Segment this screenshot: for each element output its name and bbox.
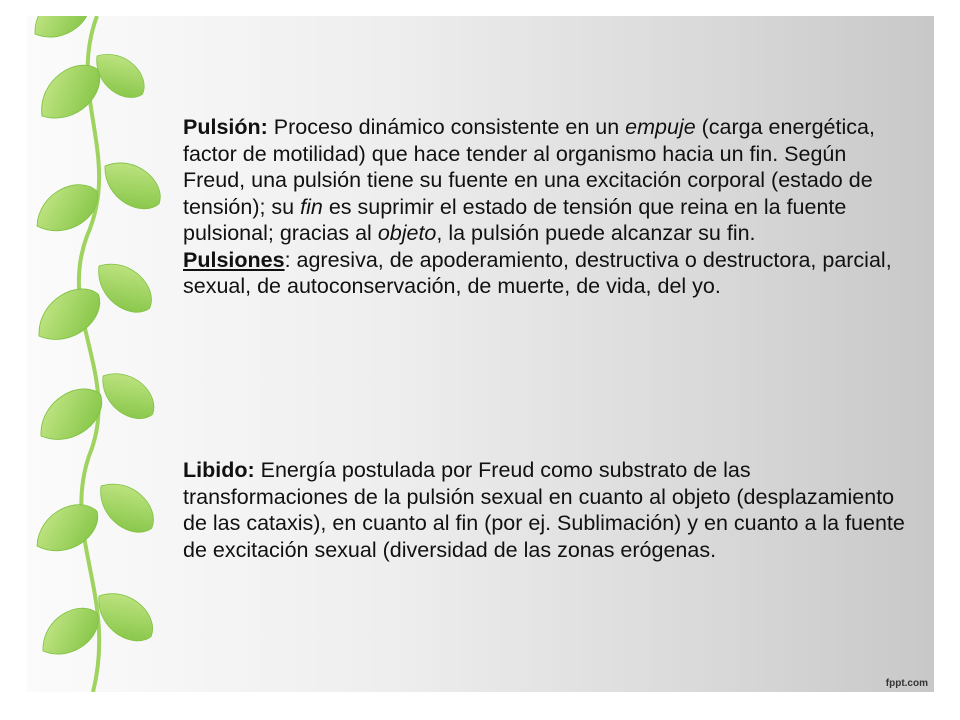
pulsion-emphasis-fin: fin	[300, 194, 323, 219]
libido-definition	[183, 457, 913, 563]
leaf-4	[94, 151, 170, 220]
leaf-10	[89, 472, 164, 543]
leaf-5	[27, 174, 107, 243]
leaf-8	[92, 362, 163, 429]
slide	[27, 16, 934, 692]
pulsion-text-2: (carga energética, factor de motilidad) que hace tender al organismo hacia un fin. Según Freud, una pulsión tiene su fuente en una excitación corporal (estado de tensión); su	[183, 115, 875, 219]
term-pulsion: Pulsión:	[183, 115, 268, 139]
pulsion-definition	[183, 114, 913, 300]
pulsion-emphasis-objeto: objeto	[377, 221, 437, 245]
pulsion-text-3: es suprimir el estado de tensión que reina en la fuente pulsional; gracias al	[183, 194, 847, 245]
pulsion-text-4: , la pulsión puede alcanzar su fin.	[436, 221, 756, 245]
vine-leaves-decoration	[27, 16, 177, 692]
leaf-11	[27, 494, 107, 563]
libido-text: Energía postulada por Freud como substrato de las transformaciones de la pulsión sexual en cuanto al objeto (desplazamiento de las cataxis), en cuanto al fin (por ej. Sublimación) y en cuanto a la fuente de excitación sexual (diversidad de las zonas erógenas.	[183, 458, 905, 562]
pulsiones-text: : agresiva, de apoderamiento, destructiva o destructora, parcial, sexual, de autoconservación, de muerte, de vida, del yo.	[183, 247, 892, 298]
term-pulsiones: Pulsiones	[183, 247, 285, 272]
term-libido: Libido:	[183, 458, 255, 482]
pulsion-emphasis-empuje: empuje	[625, 115, 696, 139]
vine-stem	[79, 16, 99, 692]
watermark: fppt.com	[885, 678, 928, 689]
leaf-7	[27, 277, 110, 353]
pulsion-text-1: Proceso dinámico consistente en un	[267, 115, 626, 139]
